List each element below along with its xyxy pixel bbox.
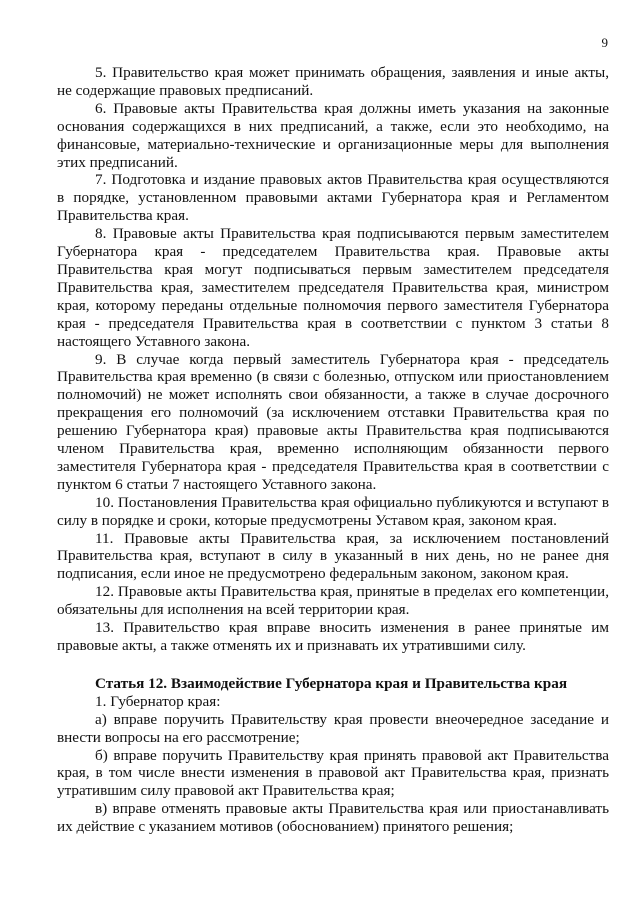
paragraph-10: 10. Постановления Правительства края официально публикуются и вступают в силу в порядке и сроки, которые предусмотрены Уставом края, законом края. (57, 493, 609, 529)
article-clause-a: а) вправе поручить Правительству края провести внеочередное заседание и внести вопросы на его рассмотрение; (57, 710, 609, 746)
paragraph-8: 8. Правовые акты Правительства края подписываются первым заместителем Губернатора края - председателем Правительства края. Правовые акты Правительства края могут подписываться первым заместителем председателя Правительства края, заместителем председателя Правительства края, министром края, которому переданы отдельные полномочия первого заместителя Губернатора края - председателя Правительства края в соответствии с пунктом 3 статьи 8 настоящего Уставного закона. (57, 225, 609, 350)
article-clause-b: б) вправе поручить Правительству края принять правовой акт Правительства края, в том числе внести изменения в правовой акт Правительства края, признать утратившим силу правовой акт Правительства края; (57, 746, 609, 800)
article-clause-v: в) вправе отменять правовые акты Правительства края или приостанавливать их действие с указанием мотивов (обоснованием) принятого решения; (57, 800, 609, 836)
article-12-heading: Статья 12. Взаимодействие Губернатора края и Правительства края (95, 674, 568, 692)
paragraph-12: 12. Правовые акты Правительства края, принятые в пределах его компетенции, обязательны для исполнения на всей территории края. (57, 583, 609, 619)
page-number: 9 (601, 35, 608, 50)
paragraph-11: 11. Правовые акты Правительства края, за исключением постановлений Правительства края, вступают в силу в указанный в них день, но не ранее дня подписания, если иное не предусмотрено федеральным законом, законом края. (57, 529, 609, 583)
paragraph-5: 5. Правительство края может принимать обращения, заявления и иные акты, не содержащие правовых предписаний. (57, 64, 609, 99)
paragraph-7: 7. Подготовка и издание правовых актов Правительства края осуществляются в порядке, установленном правовыми актами Губернатора края и Регламентом Правительства края. (57, 171, 609, 225)
document-body (57, 64, 609, 836)
paragraph-13: 13. Правительство края вправе вносить изменения в ранее принятые им правовые акты, а также отменять их и признавать их утратившими силу. (57, 619, 609, 654)
paragraph-6: 6. Правовые акты Правительства края должны иметь указания на законные основания содержащихся в них предписаний, а также, если это необходимо, на финансовые, материально-технические и организационные меры для выполнения этих предписаний. (57, 99, 609, 171)
paragraph-9: 9. В случае когда первый заместитель Губернатора края - председатель Правительства края временно (в связи с болезнью, отпуском или приостановлением полномочий) не может исполнять свои обязанности, а также в случае досрочного прекращения его полномочий (за исключением отставки Правительства края по решению Губернатора края) правовые акты Правительства края подписываются членом Правительства края, временно исполняющим обязанности первого заместителя Губернатора края - председателя Правительства края в соответствии с пунктом 6 статьи 7 настоящего Уставного закона. (57, 350, 609, 493)
article-clause-1: 1. Губернатор края: (95, 692, 221, 710)
